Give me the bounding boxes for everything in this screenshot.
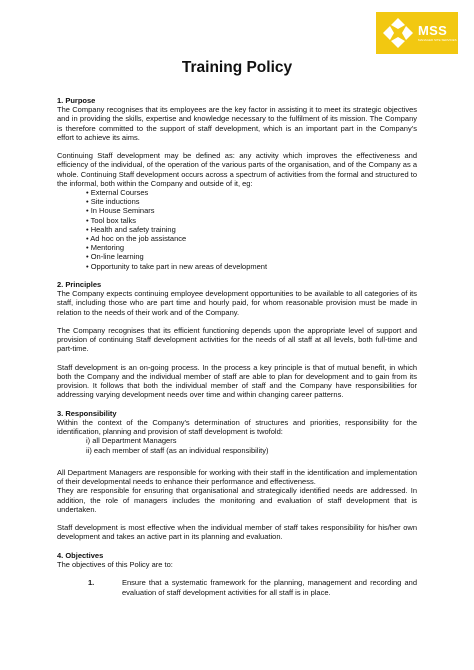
objective-number: 1. bbox=[88, 578, 95, 588]
document-title: Training Policy bbox=[181, 59, 293, 76]
responsibility-paragraph-1: Within the context of the Company's determination of structures and priorities, responsibility for the identification, planning and provision of staff development is twofold: bbox=[57, 418, 417, 437]
list-item: ii) each member of staff (as an individual responsibility) bbox=[86, 445, 269, 455]
list-item: • Opportunity to take part in new areas of development bbox=[86, 261, 268, 271]
objective-text: Ensure that a systematic framework for the planning, management and recording and evaluation of staff development activities for all staff is in place. bbox=[122, 578, 417, 597]
principles-paragraph-3: Staff development is an on-going process. In the process a key principle is that of mutual benefit, in which both the Company and the individual member of staff are able to plan for development and to gain from its provision. It follows that both the individual member of staff and the Company have responsibilities for addressing varying development needs over time and within changing career patterns. bbox=[57, 362, 417, 400]
objectives-intro: The objectives of this Policy are to: bbox=[57, 560, 173, 570]
list-item: • In House Seminars bbox=[86, 206, 155, 216]
purpose-paragraph-1: The Company recognises that its employees are the key factor in assisting it to meet its strategic objectives and in providing the skills, expertise and knowledge necessary to the fulfilment of its mission. The Company is therefore committed to the support of staff development, which is an important part in the Company’s effort to achieve its aims. bbox=[57, 105, 417, 142]
list-item: • Ad hoc on the job assistance bbox=[86, 234, 187, 244]
list-item: • On-line learning bbox=[86, 252, 144, 262]
list-item: • Tool box talks bbox=[86, 215, 137, 225]
list-item: • Mentoring bbox=[86, 243, 125, 253]
section-principles-heading: 2. Principles bbox=[57, 280, 102, 290]
logo-tagline: MANAGED SITE SERVICES bbox=[418, 38, 457, 42]
responsibility-paragraph-3: They are responsible for ensuring that organisational and strategically identified needs are addressed. In addition, the role of managers includes the monitoring and evaluation of staff development that is undertaken. bbox=[57, 486, 417, 514]
list-item: • External Courses bbox=[86, 188, 149, 198]
document-body bbox=[57, 96, 417, 597]
responsibility-paragraph-4: Staff development is most effective when the individual member of staff takes responsibility for his/her own development and takes an active part in its planning and evaluation. bbox=[57, 523, 417, 542]
principles-paragraph-1: The Company expects continuing employee development opportunities to be available to all categories of its staff, including those who are part time and hourly paid, for whom reasonable provision must be made in relation to the needs of their work and of the Company. bbox=[57, 289, 417, 317]
mss-logo-mark-icon bbox=[381, 16, 415, 50]
list-item: • Health and safety training bbox=[86, 224, 176, 234]
objective-item bbox=[57, 578, 417, 596]
section-objectives-heading: 4. Objectives bbox=[57, 550, 104, 560]
logo-wordmark: MSS bbox=[418, 23, 448, 38]
list-item: i) all Department Managers bbox=[86, 436, 177, 446]
section-responsibility-heading: 3. Responsibility bbox=[57, 408, 117, 418]
principles-paragraph-2: The Company recognises that its efficient functioning depends upon the appropriate level of support and provision of continuing Staff development activities for the needs of all staff at all levels, both full-time and part-time. bbox=[57, 326, 417, 354]
list-item: • Site inductions bbox=[86, 197, 140, 207]
responsibility-paragraph-2: All Department Managers are responsible for working with their staff in the identification and implementation of their developmental needs to enhance their performance and effectiveness. bbox=[57, 468, 417, 487]
section-purpose-heading: 1. Purpose bbox=[57, 96, 96, 105]
company-logo bbox=[376, 12, 458, 54]
activity-list bbox=[57, 188, 417, 271]
purpose-paragraph-2: Continuing Staff development may be defined as: any activity which improves the effectiveness and efficiency of the individual, of the operation of the various parts of the organisation, and of the Company as a whole. Continuing Staff development occurs across a spectrum of activities from the formal and structured to the informal, both within the Company and outside of it, eg: bbox=[57, 151, 417, 188]
